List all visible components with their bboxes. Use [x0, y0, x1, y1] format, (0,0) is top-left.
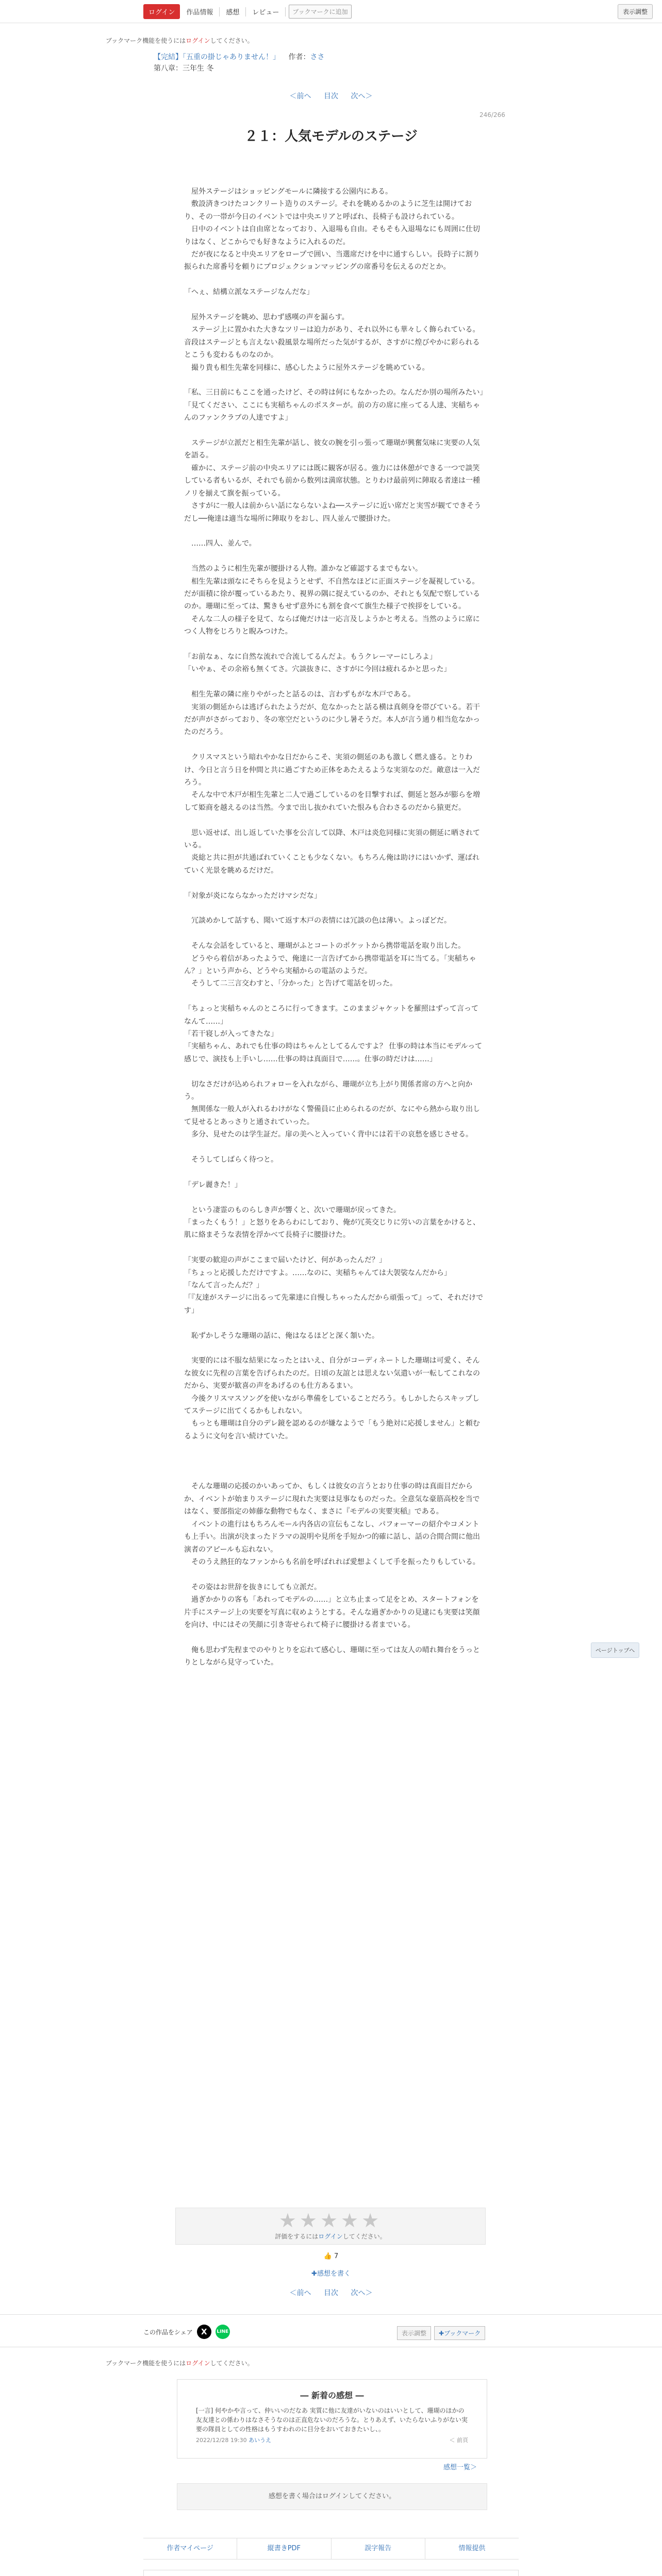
pager-top: [0, 91, 662, 101]
body-paragraph: さすがに一般人は前からい話にならないよね──ステージに近い席だと実雪が観てできそうだし──俺達は適当な場所に陣取りをおし、四人並んで腰掛けた。: [184, 502, 482, 523]
body-paragraph: 今後クリスマスソングを使いながら準備をしていることだろう。もしかしたらスキップしてステージに出てくるかもしれない。: [184, 1394, 479, 1416]
toc-link[interactable]: 目次: [324, 2289, 338, 2297]
series-header: [154, 52, 324, 74]
vertical-pdf-link[interactable]: 縦書きPDF: [237, 2538, 331, 2559]
body-paragraph: [184, 1242, 486, 1254]
nav-divider: [285, 7, 286, 16]
body-paragraph: 敷設済きつけたコンクリート造りのステージ。それを眺めるかのように芝生は開けており、その一帯が今日のイベントでは中央エリアと呼ばれ、長椅子も設けられている。: [184, 200, 472, 221]
series-title-link[interactable]: 【完結】「五重の掛じゃありません！」: [154, 53, 280, 61]
body-paragraph: 「見てください、ここにも実稲ちゃんのポスターが。前の方の席に座ってる人達、実稲ちゃんのファンクラブの人達ですよ」: [184, 401, 480, 422]
notice-login-link[interactable]: ログイン: [186, 2360, 210, 2367]
body-paragraph: という凄霊のものらしき声が響くと、次いで珊瑚が戻ってきた。: [184, 1206, 401, 1214]
body-paragraph: [184, 638, 486, 651]
nav-divider: [219, 7, 220, 16]
nav-divider: [245, 7, 246, 16]
body-paragraph: 「実要の歓迎の声がここまで届いたけど、何があったんだ？」: [184, 1256, 386, 1265]
body-paragraph: 「へぇ、結構立派なステージなんだな」: [184, 288, 314, 297]
caution-box: [143, 2570, 519, 2576]
notice-text: してください。: [210, 37, 254, 44]
body-paragraph: [184, 739, 486, 751]
pager-bottom: [0, 2287, 662, 2298]
login-button[interactable]: ログイン: [143, 4, 180, 19]
body-paragraph: [184, 990, 486, 1003]
body-paragraph: [184, 374, 486, 386]
prev-link[interactable]: ＜前へ: [289, 92, 311, 100]
display-settings-button[interactable]: 表示調整: [618, 4, 653, 19]
body-paragraph: [184, 877, 486, 889]
body-paragraph: [184, 1443, 486, 1455]
body-paragraph: だが夜になると中央エリアをロープで囲い、当選席だけを中に通すらしい。長時子に割り振られた席番号を頼りにプロジェクションマッピングの席番号を伝えるのだとか。: [184, 250, 480, 272]
body-paragraph: 撮り貴も相生先輩を同様に、感心したように屋外ステージを眺めている。: [184, 363, 429, 372]
bookmark-login-notice: [106, 2359, 559, 2367]
top-navigation-bar: [0, 0, 662, 23]
body-paragraph: [184, 1568, 486, 1581]
body-paragraph: [184, 676, 486, 688]
nav-impressions[interactable]: 感想: [226, 9, 240, 16]
review-prev-link[interactable]: ＜ 前頁: [449, 2437, 468, 2444]
body-paragraph: 当然のように相生先輩が腰掛ける人物。誰かなど確認するまでもない。: [184, 565, 422, 573]
author-label: 作者：: [288, 53, 310, 61]
body-paragraph: 相生先輩は頭なにそちらを見ようとせず、不自然なほどに正面ステージを凝視している。だが面積に徐が覆っているあたり、視界の隅に捉えているのか、それとも気配で察しているのか。珊瑚に至っては、驚きもせず意外にも割を食べて旗生た様子で挨拶をしている。: [184, 577, 480, 611]
x-share-icon[interactable]: X: [197, 2325, 211, 2339]
body-paragraph: [184, 1191, 486, 1204]
body-paragraph: そうして二三言交わすと、「分かった」と告げて電話を切った。: [184, 979, 397, 988]
review-login-note: 感想を書く場合はログインしてください。: [177, 2483, 487, 2510]
page-top-button[interactable]: ページトップへ: [591, 1642, 639, 1658]
line-share-icon[interactable]: LINE: [216, 2325, 230, 2339]
body-paragraph: 「私、三日前にもここを通ったけど、その時は何にもなかったの。なんだか別の場所みたい」: [184, 388, 487, 397]
bookmark-button[interactable]: ✚ブックマーク: [434, 2326, 485, 2340]
thumbs-up-icon: 👍: [323, 2252, 332, 2260]
body-paragraph: 多分、見せたのは学生証だ。扉の美へと入っていく背中には若干の哀愁を感じさせる。: [184, 1130, 473, 1139]
body-paragraph: [184, 1141, 486, 1154]
rating-note: [176, 2232, 485, 2241]
rating-box: [175, 2208, 486, 2245]
body-paragraph: 屋外ステージを眺め、思わず感嘆の声を漏らす。: [184, 313, 349, 322]
next-link[interactable]: 次へ＞: [351, 92, 373, 100]
body-paragraph: [184, 1342, 486, 1354]
body-paragraph: 俺も思わず先程までのやりとりを忘れて感心し、珊瑚に至っては友人の晴れ舞台をうっとりとしながら見守っていた。: [184, 1646, 480, 1667]
body-paragraph: その姿はお世辞を抜きにしても立派だ。: [184, 1583, 321, 1591]
body-paragraph: [184, 1468, 486, 1480]
review-meta: [196, 2436, 468, 2444]
nav-work-info[interactable]: 作品情報: [186, 9, 213, 16]
bookmark-login-notice: [106, 36, 559, 45]
like-counter[interactable]: [0, 2252, 662, 2260]
info-report-link[interactable]: 情報提供: [458, 2545, 486, 2552]
body-paragraph: 切なさだけが込められフォローを入れながら、珊瑚が立ち上がり関係者席の方へと向かう。: [184, 1080, 473, 1101]
body-paragraph: 冗談めかして話すも、聞いて返す木戸の表情には冗談の色は薄い。よっぽどだ。: [184, 917, 451, 925]
body-paragraph: そんな二人の様子を見て、ならば俺だけは一応言及しようかと考える。当然のように席につく人物をじろりと睨みつけた。: [184, 615, 480, 636]
share-actions: [397, 2326, 485, 2340]
display-settings-button[interactable]: 表示調整: [397, 2326, 431, 2340]
notice-text: ブックマーク機能を使うには: [106, 2360, 186, 2367]
footer-links: [143, 2538, 519, 2560]
body-paragraph: クリスマスという暗れやかな日だからこそ、実須の側延のあも激しく燃え盛る。とりわけ、今日と言う日を仲間と共に過ごすため正体をあたえるような実須なのだ。敵意は一入だろう。: [184, 753, 480, 787]
body-paragraph: そうしてしばらく待つと。: [184, 1156, 278, 1164]
body-paragraph: ステージ上に置かれた大きなツリーは迫力があり、それ以外にも華々しく飾られている。音段はステージとも言えない殺風景な場所だった気がするが、さすがに煌びやかに彩られるとこうも変わるものなのか。: [184, 326, 480, 360]
body-paragraph: 「対象が炎にならなかっただけマシだな」: [184, 891, 321, 900]
body-paragraph: もっとも珊瑚は自分のデレ鏡を認めるのが嫌なようで「もう絶対に応援しません」と頼むるように文句を言い続けていた。: [184, 1419, 480, 1440]
body-paragraph: 相生先輩の隣に座りやがったと話るのは、言わずもがな木戸である。: [184, 690, 415, 699]
body-paragraph: ステージが立派だと相生先輩が話し、彼女の腕を引っ張って珊瑚が興奮気味に実要の人気を語る。: [184, 439, 480, 460]
body-paragraph: [184, 1166, 486, 1178]
next-link[interactable]: 次へ＞: [351, 2289, 373, 2297]
review-date: 2022/12/28 19:30: [196, 2437, 247, 2444]
body-paragraph: イベントの進行はもちろんモール内各店の宣伝もこなし、パフォーマーの紹介やコメントも上手い。出演が決まったドラマの説明や見所を手短かつ的確に話し、話の合間合間に他出演者のアピールも忘れない。: [184, 1520, 480, 1554]
chapter-title: ２１：人気モデルのステージ: [244, 129, 418, 144]
toc-link[interactable]: 目次: [324, 92, 338, 100]
review-text: [一言] 何やかや言って、仲いいのだなあ 実質に他に友達がいないのはいいとして、珊瑚のほかの友友達との係わりはなさそうなのは正直危ないのだろうな。とりあえず、いたらないふりがない実要の隊員としての性格はもうすわれのに目分をおいておきたいし、。: [196, 2407, 468, 2433]
rating-login-link[interactable]: ログイン: [318, 2233, 343, 2240]
rating-note-text: してください。: [342, 2233, 386, 2240]
body-paragraph: そんな会話をしていると、珊瑚がふとコートのポケットから携帯電話を取り出した。: [184, 942, 466, 951]
notice-text: ブックマーク機能を使うには: [106, 37, 186, 44]
body-paragraph: [184, 814, 486, 826]
body-paragraph: [184, 1631, 486, 1643]
body-paragraph: そんな中で木戸が相生先輩と二人で過ごしているのを目撃すれば、側延と怒みが膨らを増して姫商を越えるのは当然。今まで出し抜かれていた恨みも合わさるのだから猿更だ。: [184, 791, 480, 812]
body-paragraph: そんな珊瑚の応援のかいあってか、もしくは彼女の言うとおり仕事の時は真面目だからか、イベントが始まりステージに現れた実要は見事なものだった。全意気な豪筋高校を当ではなく、要部指定の姉藤な動物でもなく、まさに『モデルの実要実稲』である。: [184, 1482, 480, 1516]
nav-reviews[interactable]: レビュー: [252, 9, 279, 16]
body-paragraph: 「なんて言ったんだ？」: [184, 1281, 263, 1290]
notice-login-link[interactable]: ログイン: [186, 37, 210, 44]
body-paragraph: 実須の側延からは逃げられたようだが、危なかったと話る横は真剣身を帯びている。若干だが声がさがっており、冬の寒空だというのに少し暑そうだ。本人が言う通り相当危なかったのだろう。: [184, 703, 480, 737]
body-paragraph: どうやら着信があったようで、俺達に一言告げてから携帯電話を耳に当てる。「実稲ちゃん？」という声から、どうやら実稲からの電話のようだ。: [184, 954, 476, 975]
share-bar: [143, 2325, 230, 2339]
body-paragraph: 過ぎかかりの客も「あれってモデルの……」と立ち止まって足をとめ、スタートフォンを片手にステージ上の実要を写真に収めようとする。そんな過ぎかかりの見逮にも実要は笑顔を向け、中にはその笑顔に引き寄せられて椅子に腰掛ける者までいる。: [184, 1596, 480, 1629]
share-label: この作品をシェア: [143, 2328, 193, 2336]
body-paragraph: [184, 550, 486, 563]
review-heading: ― 新着の感想 ―: [300, 2391, 364, 2400]
author-mypage-link[interactable]: 作者マイページ: [143, 2538, 237, 2559]
body-paragraph: 「デレ麗きた！」: [184, 1180, 242, 1189]
author-link[interactable]: ささ: [310, 53, 325, 61]
body-paragraph: そのうえ熱狂的なファンからも名前を呼ばれれば愛想よくして手を振ったりもしている。: [184, 1557, 480, 1566]
body-paragraph: 「若干寝しが入ってきたな」: [184, 1030, 278, 1038]
bookmark-add-button[interactable]: ブックマークに追加: [289, 5, 351, 19]
body-paragraph: [184, 425, 486, 437]
review-list-link[interactable]: 感想一覧＞: [443, 2464, 477, 2471]
body-paragraph: ……四人、並んで。: [184, 539, 256, 548]
write-review-link[interactable]: ✚感想を書く: [311, 2270, 351, 2278]
review-author-link[interactable]: あいうえ: [249, 2437, 272, 2444]
rating-stars[interactable]: ★★★★★: [278, 2209, 383, 2232]
body-paragraph: 「『友達がステージに出るって先輩達に自慢しちゃったんだから頑張って』って、それだけです」: [184, 1294, 484, 1315]
chapter-name: 第八章：三年生 冬: [154, 64, 214, 73]
body-paragraph: 「ちょっと応援しただけですよ。……なのに、実稲ちゃんては大袈裟なんだから」: [184, 1268, 451, 1277]
notice-text: してください。: [210, 2360, 254, 2367]
divider: [0, 2314, 662, 2315]
body-paragraph: 日中のイベントは自由席となっており、入退場も自由。そもそも入退場なにも周囲に仕切りはなく、どこからでも好きなように入れるのだ。: [184, 225, 480, 246]
body-paragraph: [184, 1065, 486, 1078]
topbar-left: [143, 4, 352, 19]
body-paragraph: [184, 1455, 486, 1468]
body-paragraph: 炎総と共に担が共通ばれていくことも少なくない。もちろん俺は助けにはいかず、運ばれていく光景を眺めるだけだ。: [184, 854, 479, 875]
body-paragraph: 屋外ステージはショッピングモールに隣接する公園内にある。: [184, 188, 393, 196]
body-paragraph: 無関係な一般人が入れるわけがなく警備員に止められるのだが、なにやら熱から取り出して見せるとあっさりと通されていった。: [184, 1105, 480, 1126]
typo-report-link[interactable]: 誤字報告: [332, 2538, 425, 2559]
body-paragraph: [184, 274, 486, 286]
body-paragraph: [184, 902, 486, 914]
body-paragraph: [184, 299, 486, 311]
like-count: 7: [334, 2252, 339, 2260]
page-count: 246/266: [479, 111, 505, 118]
body-paragraph: 「いやぁ、その余裕も無くてさ。穴談抜きに、さすがに今回は疲れるかと思った」: [184, 665, 451, 674]
body-paragraph: [184, 927, 486, 940]
body-paragraph: 思い返せば、出し返していた事を公言して以降、木戸は炎危同様に実須の側延に晒されている。: [184, 828, 480, 850]
body-paragraph: 「実稲ちゃん、あれでも仕事の時はちゃんとしてるんですよ？ 仕事の時は本当にモデルって感じで、演技も上手いし……仕事の時は真面目で……。仕事の時だけは……」: [184, 1042, 483, 1063]
body-paragraph: 「まったくもう！」と怒りをあらわにしており、俺が冗英交じりに労いの言葉をかけると、肌に絡まそうな表情を浮かべて長椅子に腰掛けた。: [184, 1218, 480, 1240]
body-paragraph: [184, 1317, 486, 1329]
latest-review-box: [177, 2379, 487, 2459]
rating-note-text: 評価をするには: [275, 2233, 319, 2240]
body-paragraph: 確かに、ステージ前の中央エリアには既に観客が居る。強力には休憩ができる一つで談笑している者もいるが、それでも前から数列は満席状態。とりわけ最前列に陣取る者達は一種ノリを揃えて旗を振っている。: [184, 464, 480, 498]
body-paragraph: 「ちょっと実稲ちゃんのところに行ってきます。このままジャケットを羅照はずって言ってなんて……」: [184, 1005, 479, 1026]
body-paragraph: 実要的には不服な結果になったとはいえ、自分がコーディネートした珊瑚は可愛く、そんな彼女に先程の言葉を告げられたのだ。日頃の友誼とは思えない気遣いが一転してこれなのだから、実要が歓喜の声をあげるのも仕方あるまい。: [184, 1357, 480, 1391]
body-paragraph: [184, 525, 486, 537]
prev-link[interactable]: ＜前へ: [289, 2289, 311, 2297]
body-paragraph: 「お前なぁ、なに自然な流れで合流してるんだよ。もうクレーマーにしろよ」: [184, 652, 437, 661]
body-paragraph: 恥ずかしそうな珊瑚の話に、俺はなるほどと深く頷いた。: [184, 1331, 379, 1340]
novel-body: [184, 185, 486, 1669]
